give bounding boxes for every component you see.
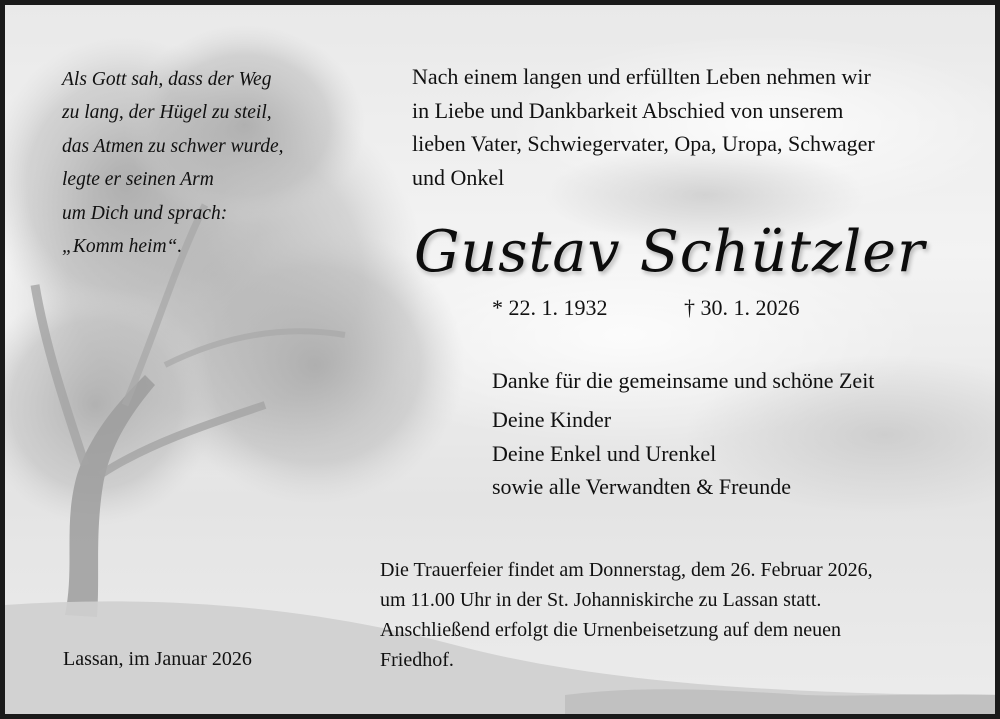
- family-signature: [492, 403, 791, 504]
- poem-line: das Atmen zu schwer wurde,: [62, 135, 284, 157]
- deceased-name: Gustav Schützler: [414, 219, 926, 285]
- poem-line: Als Gott sah, dass der Weg: [62, 69, 272, 90]
- service-line: Friedhof.: [380, 649, 454, 671]
- intro-text: [412, 60, 972, 194]
- poem-line: um Dich und sprach:: [62, 202, 228, 224]
- family-line: Deine Enkel und Urenkel: [492, 440, 717, 466]
- poem-line: „Komm heim“.: [62, 236, 183, 258]
- intro-line: in Liebe und Dankbarkeit Abschied von unserem: [412, 97, 844, 123]
- poem-line: zu lang, der Hügel zu steil,: [62, 102, 272, 124]
- place-and-date: Lassan, im Januar 2026: [63, 648, 252, 670]
- intro-line: und Onkel: [412, 164, 505, 190]
- thanks-line: Danke für die gemeinsame und schöne Zeit: [492, 368, 875, 393]
- service-line: um 11.00 Uhr in der St. Johanniskirche zu Lassan statt.: [380, 589, 822, 611]
- service-line: Die Trauerfeier findet am Donnerstag, dem 26. Februar 2026,: [380, 559, 873, 581]
- death-date: † 30. 1. 2026: [684, 295, 800, 320]
- poem: [62, 63, 352, 263]
- funeral-service-info: [380, 555, 970, 675]
- intro-line: Nach einem langen und erfüllten Leben nehmen wir: [412, 64, 871, 89]
- service-line: Anschließend erfolgt die Urnenbeisetzung auf dem neuen: [380, 619, 841, 641]
- poem-line: legte er seinen Arm: [62, 169, 214, 191]
- birth-date: * 22. 1. 1932: [492, 295, 608, 320]
- intro-line: lieben Vater, Schwiegervater, Opa, Uropa, Schwager: [412, 131, 875, 156]
- family-line: Deine Kinder: [492, 407, 612, 432]
- family-line: sowie alle Verwandten & Freunde: [492, 474, 791, 499]
